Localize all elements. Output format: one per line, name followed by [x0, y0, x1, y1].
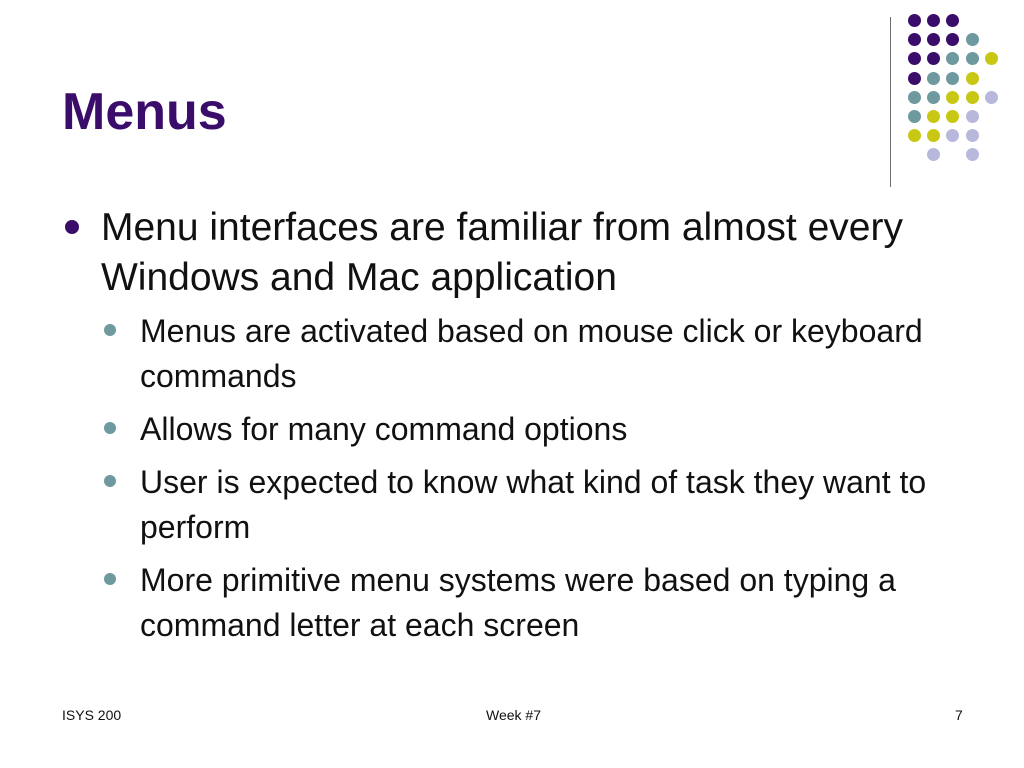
decorative-dot [966, 110, 979, 123]
decorative-dot [946, 52, 959, 65]
decorative-dot [908, 33, 921, 46]
bullet-list [62, 203, 932, 656]
decorative-dot [927, 110, 940, 123]
sub-bullet-item [101, 309, 932, 399]
footer-course-label: ISYS 200 [62, 707, 122, 723]
sub-bullet-dot-icon [104, 422, 116, 434]
decorative-dot [985, 52, 998, 65]
decorative-dot [908, 14, 921, 27]
decorative-dot [966, 148, 979, 161]
decorative-dot [908, 52, 921, 65]
sub-bullet-dot-icon [104, 573, 116, 585]
footer-week-label: Week #7 [486, 707, 541, 723]
bullet-text: Menu interfaces are familiar from almost every Windows and Mac application [101, 206, 903, 299]
slide-number: 7 [955, 707, 963, 723]
decorative-dot [966, 129, 979, 142]
decorative-dot [908, 129, 921, 142]
decorative-dot [966, 91, 979, 104]
decorative-dot [927, 52, 940, 65]
slide-title: Menus [62, 83, 227, 141]
decorative-dot [908, 72, 921, 85]
decorative-dot [946, 33, 959, 46]
decorative-dot [946, 14, 959, 27]
sub-bullet-text: User is expected to know what kind of task they want to perform [140, 464, 927, 545]
decorative-dot [966, 72, 979, 85]
bullet-item [62, 203, 932, 648]
bullet-dot-icon [65, 220, 79, 234]
decorative-dot [927, 91, 940, 104]
sub-bullet-list [101, 309, 932, 648]
decorative-dot-grid [908, 14, 1008, 164]
decorative-dot [946, 91, 959, 104]
decorative-dot [927, 72, 940, 85]
sub-bullet-text: Allows for many command options [140, 411, 628, 447]
sub-bullet-text: Menus are activated based on mouse click or keyboard commands [140, 313, 923, 394]
decorative-dot [946, 110, 959, 123]
decorative-dot [985, 91, 998, 104]
decorative-dot [946, 129, 959, 142]
title-divider-line [890, 17, 891, 187]
decorative-dot [908, 91, 921, 104]
decorative-dot [927, 33, 940, 46]
sub-bullet-text: More primitive menu systems were based on typing a command letter at each screen [140, 562, 896, 643]
decorative-dot [927, 129, 940, 142]
sub-bullet-item [101, 460, 932, 550]
sub-bullet-dot-icon [104, 475, 116, 487]
sub-bullet-item [101, 558, 932, 648]
decorative-dot [966, 52, 979, 65]
sub-bullet-dot-icon [104, 324, 116, 336]
decorative-dot [946, 72, 959, 85]
sub-bullet-item [101, 407, 932, 452]
decorative-dot [966, 33, 979, 46]
decorative-dot [908, 110, 921, 123]
decorative-dot [927, 148, 940, 161]
decorative-dot [927, 14, 940, 27]
